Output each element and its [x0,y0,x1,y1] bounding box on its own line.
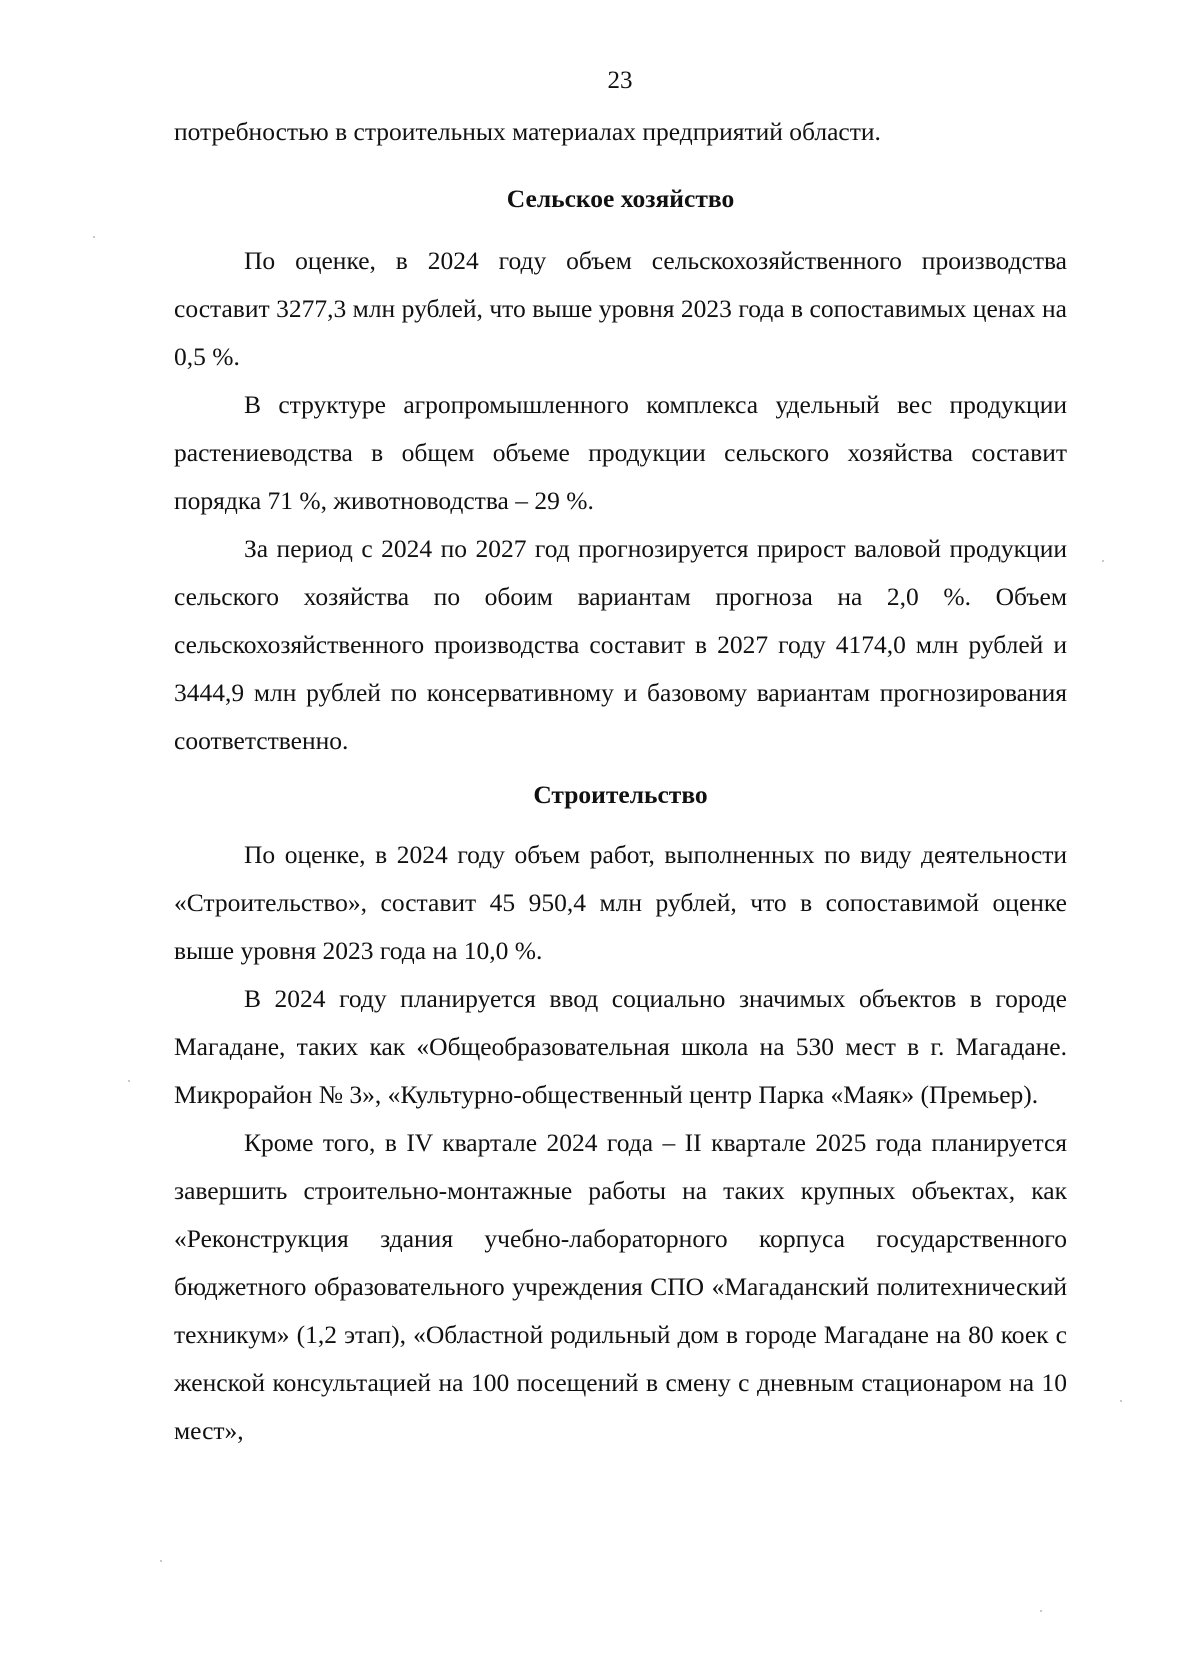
page-number: 23 [607,67,633,94]
continuation-text: потребностью в строительных материалах предприятий области. [174,117,881,146]
section-body-construction [174,831,1067,1455]
scan-speck [1040,1610,1042,1612]
section-body-agriculture [174,237,1067,765]
section-heading-agriculture: Сельское хозяйство [506,184,735,213]
continuation-block [174,108,1067,156]
paragraph: В структуре агропромышленного комплекса удельный вес продукции растениеводства в общем объеме продукции сельского хозяйства составит порядка 71 %, животноводства – 29 %. [174,390,1067,515]
paragraph: В 2024 году планируется ввод социально значимых объектов в городе Магадане, таких как «Общеобразовательная школа на 530 мест в г. Магадане. Микрорайон № 3», «Культурно-общественный центр Парка «Маяк» (Премьер). [174,984,1067,1109]
paragraph: По оценке, в 2024 году объем сельскохозяйственного производства составит 3277,3 млн рублей, что выше уровня 2023 года в сопоставимых ценах на 0,5 %. [174,246,1067,371]
scan-speck [93,236,95,238]
paragraph: За период с 2024 по 2027 год прогнозируется прирост валовой продукции сельского хозяйства по обоим вариантам прогноза на 2,0 %. Объем сельскохозяйственного производства составит в 2027 году 4174,0 млн рублей и 3444,9 млн рублей по консервативному и базовому вариантам прогнозирования соответственно. [174,534,1067,755]
scan-speck [160,1560,162,1562]
scan-speck [1120,1400,1122,1402]
scan-speck [1102,560,1104,562]
scan-speck [128,1080,130,1082]
section-heading-construction: Строительство [533,780,708,809]
paragraph: По оценке, в 2024 году объем работ, выполненных по виду деятельности «Строительство», составит 45 950,4 млн рублей, что в сопоставимой оценке выше уровня 2023 года на 10,0 %. [174,840,1067,965]
paragraph: Кроме того, в IV квартале 2024 года – II квартале 2025 года планируется завершить строительно-монтажные работы на таких крупных объектах, как «Реконструкция здания учебно-лабораторного корпуса государственного бюджетного образовательного учреждения СПО «Магаданский политехнический техникум» (1,2 этап), «Областной родильный дом в городе Магадане на 80 коек с женской консультацией на 100 посещений в смену с дневным стационаром на 10 мест», [174,1128,1067,1445]
